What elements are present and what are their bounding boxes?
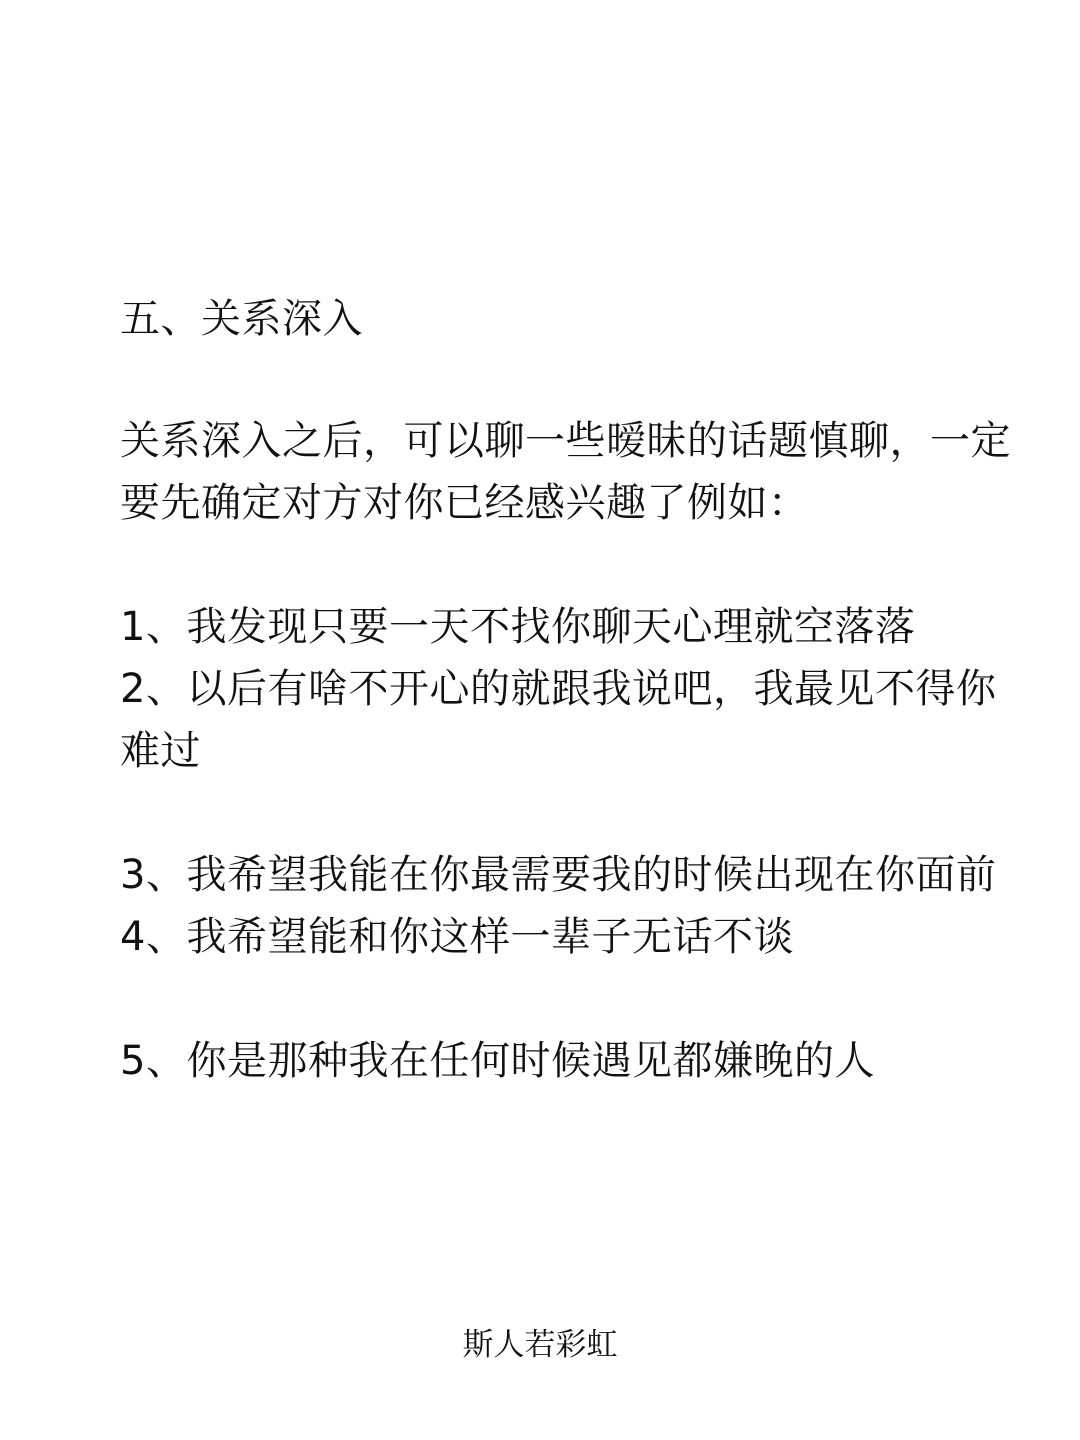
section-heading: 五、关系深入 [120, 296, 363, 342]
example-item-4: 4、我希望能和你这样一辈子无话不谈 [120, 914, 794, 960]
example-item-5: 5、你是那种我在任何时候遇见都嫌晚的人 [120, 1038, 875, 1084]
intro-line-2: 要先确定对方对你已经感兴趣了例如： [120, 480, 809, 526]
intro-line-1: 关系深入之后，可以聊一些暧昧的话题慎聊，一定 [120, 418, 1011, 464]
example-item-2: 2、以后有啥不开心的就跟我说吧，我最见不得你 [120, 666, 997, 712]
example-item-2-continuation: 难过 [120, 728, 201, 774]
author-signature: 斯人若彩虹 [462, 1327, 618, 1363]
example-item-1: 1、我发现只要一天不找你聊天心理就空落落 [120, 604, 916, 650]
example-item-3: 3、我希望我能在你最需要我的时候出现在你面前 [120, 852, 997, 898]
